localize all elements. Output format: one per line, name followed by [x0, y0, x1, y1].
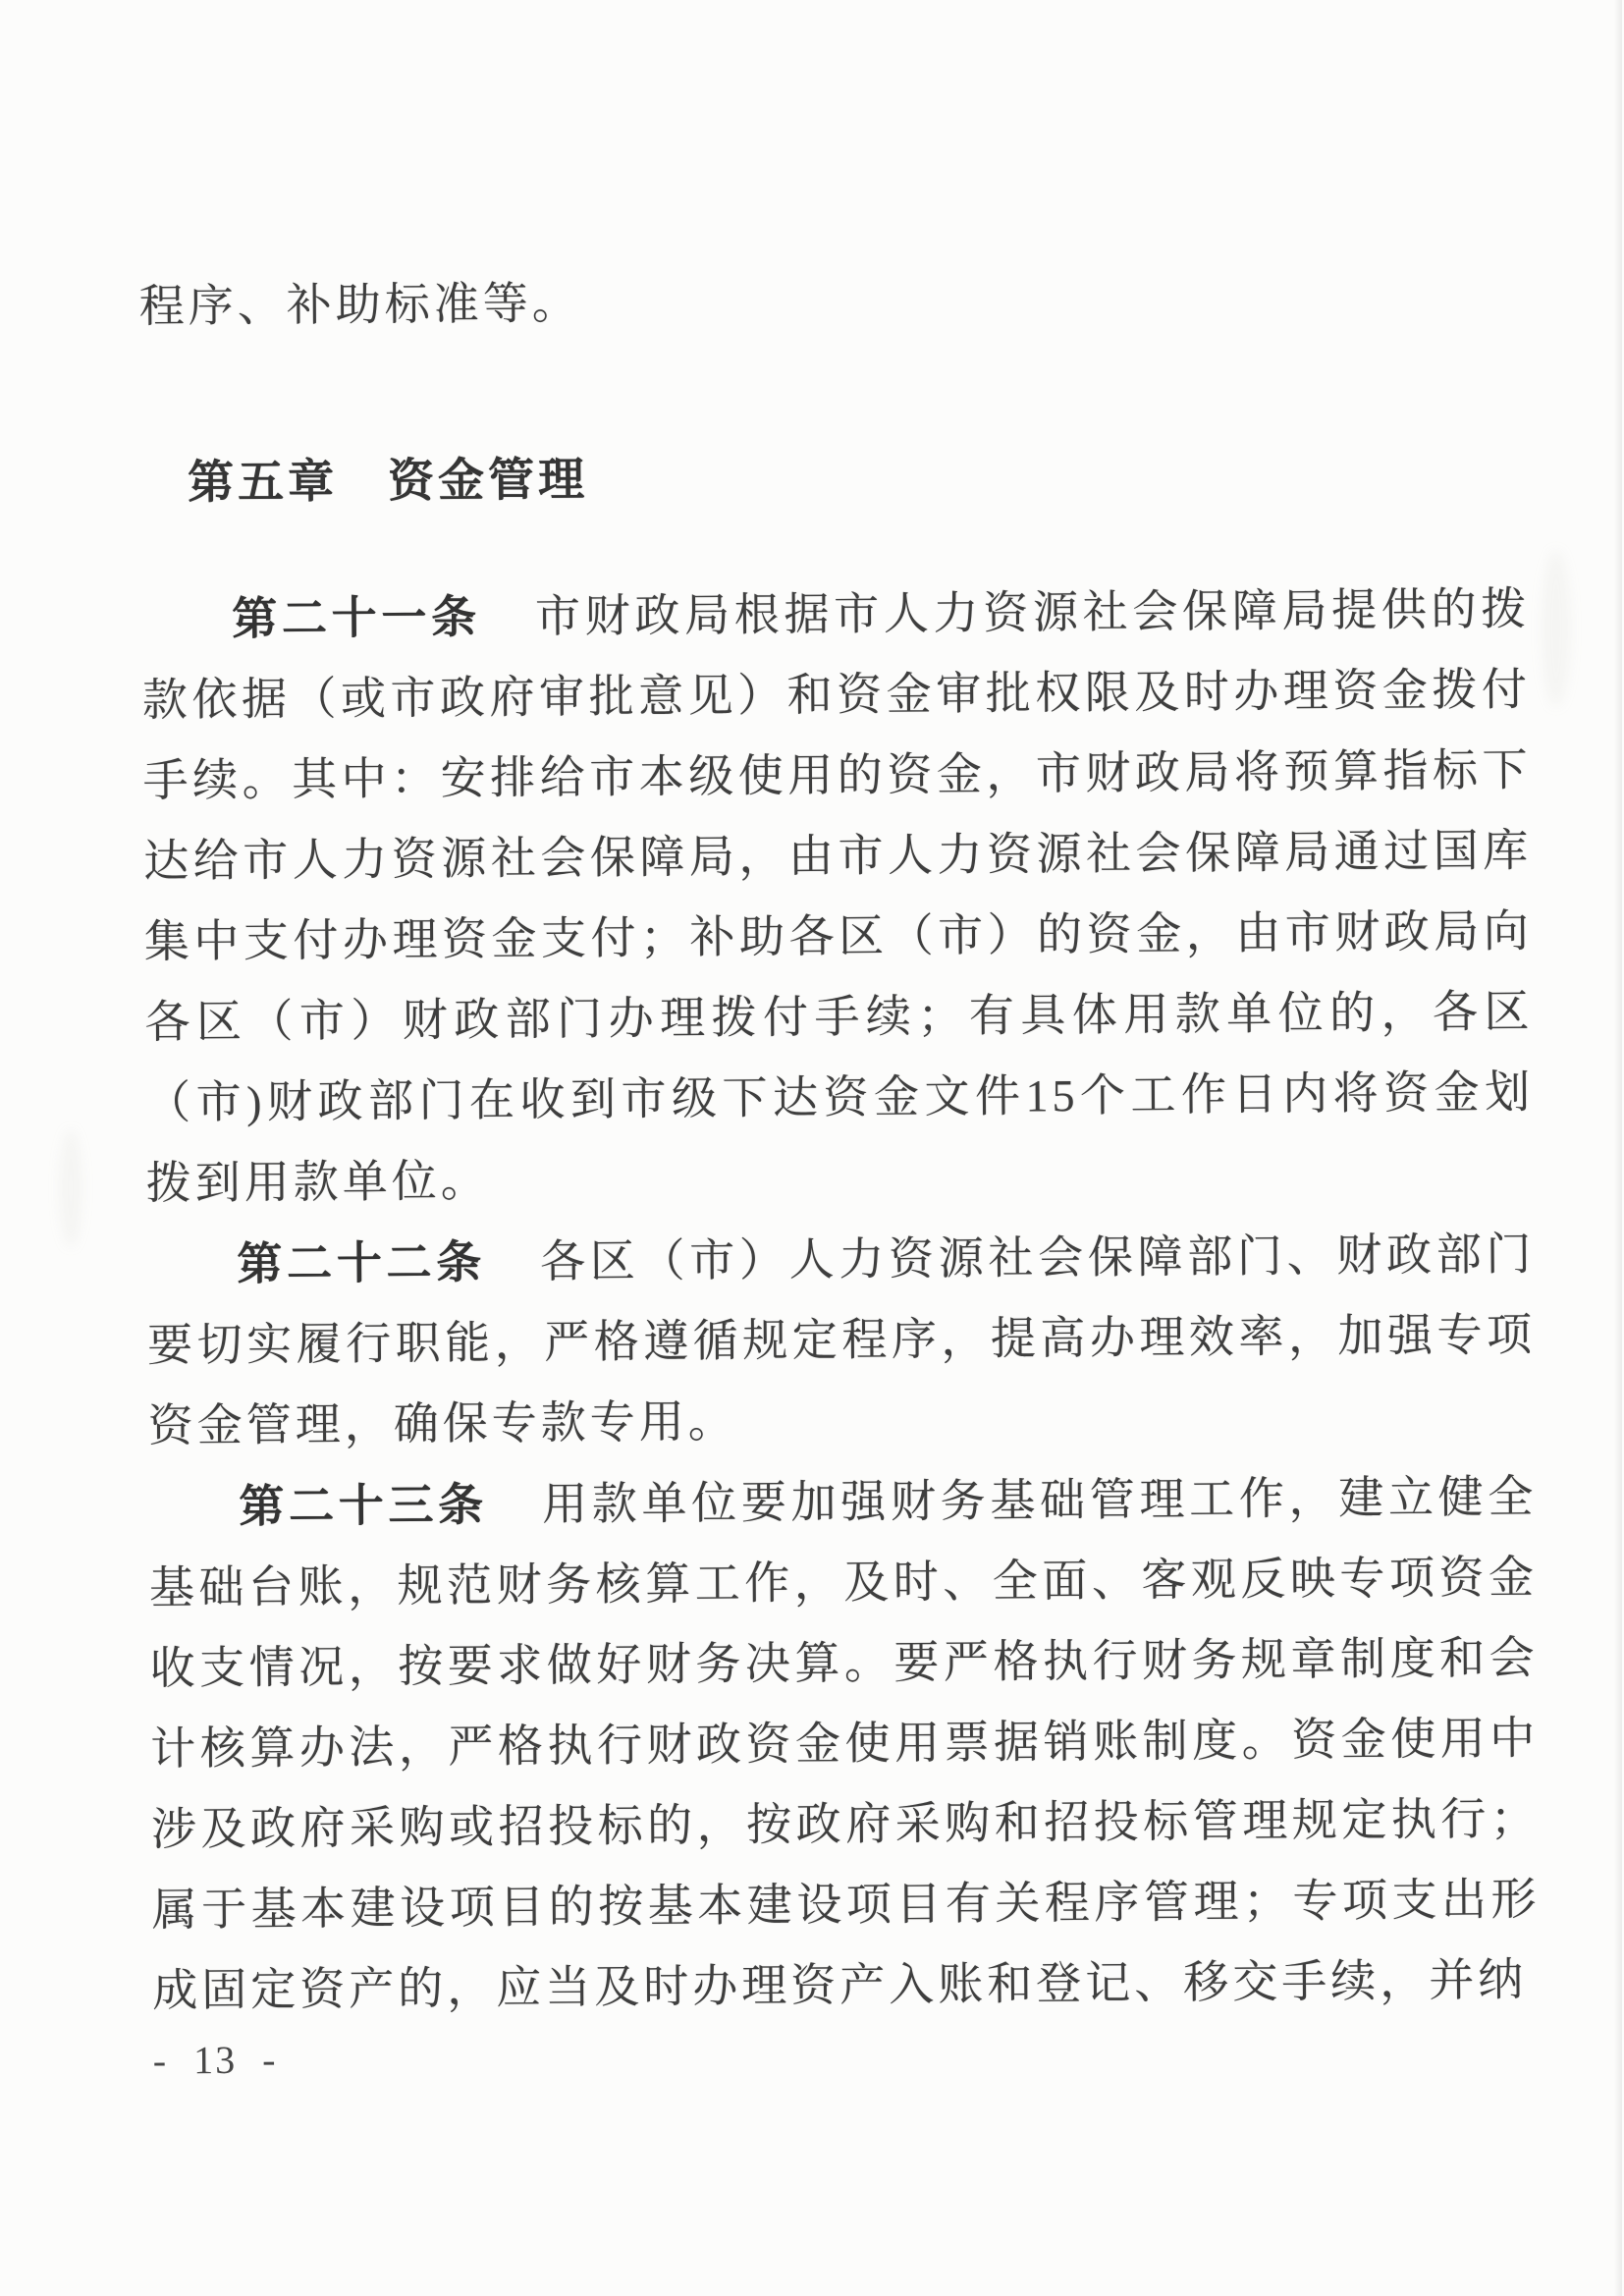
scan-smudge: [1542, 550, 1571, 707]
article-22-paragraph: [146, 1213, 1537, 1466]
article-23-body: 用款单位要加强财务基础管理工作，建立健全基础台账，规范财务核算工作，及时、全面、客观反映专项资金收支情况，按要求做好财务决算。要严格执行财务规章制度和会计核算办法，严格执行财政资金使用票据销账制度。资金使用中涉及政府采购或招投标的，按政府采购和招投标管理规定执行；属于基本建设项目的按基本建设项目有关程序管理；专项支出形成固定资产的，应当及时办理资产入账和登记、移交手续，并纳: [148, 1471, 1541, 2016]
article-21-paragraph: [141, 568, 1535, 1224]
continued-paragraph: 程序、补助标准等。: [138, 278, 581, 332]
article-21-body: 市财政局根据市人力资源社会保障局提供的拨款依据（或市政府审批意见）和资金审批权限及时办理资金拨付手续。其中：安排给市本级使用的资金，市财政局将预算指标下达给市人力资源社会保障局，由市人力资源社会保障局通过国库集中支付办理资金支付；补助各区（市）的资金，由市财政局向各区（市）财政部门办理拨付手续；有具体用款单位的，各区（市)财政部门在收到市级下达资金文件15个工作日内将资金划拨到用款单位。: [141, 583, 1535, 1209]
article-23-paragraph: [148, 1455, 1541, 2031]
document-page: [136, 0, 1542, 2086]
article-22-body: 各区（市）人力资源社会保障部门、财政部门要切实履行职能，严格遵循规定程序，提高办理效率，加强专项资金管理，确保专款专用。: [146, 1229, 1537, 1451]
scan-smudge: [59, 1129, 82, 1247]
article-22-term: 第二十二条: [237, 1235, 487, 1289]
article-23-term: 第二十三条: [239, 1478, 489, 1532]
article-21-term: 第二十一条: [232, 590, 481, 644]
chapter-heading: 第五章 资金管理: [187, 452, 589, 509]
scan-edge-shadow: [1614, 0, 1622, 2296]
page-number: - 13 -: [152, 2037, 278, 2083]
